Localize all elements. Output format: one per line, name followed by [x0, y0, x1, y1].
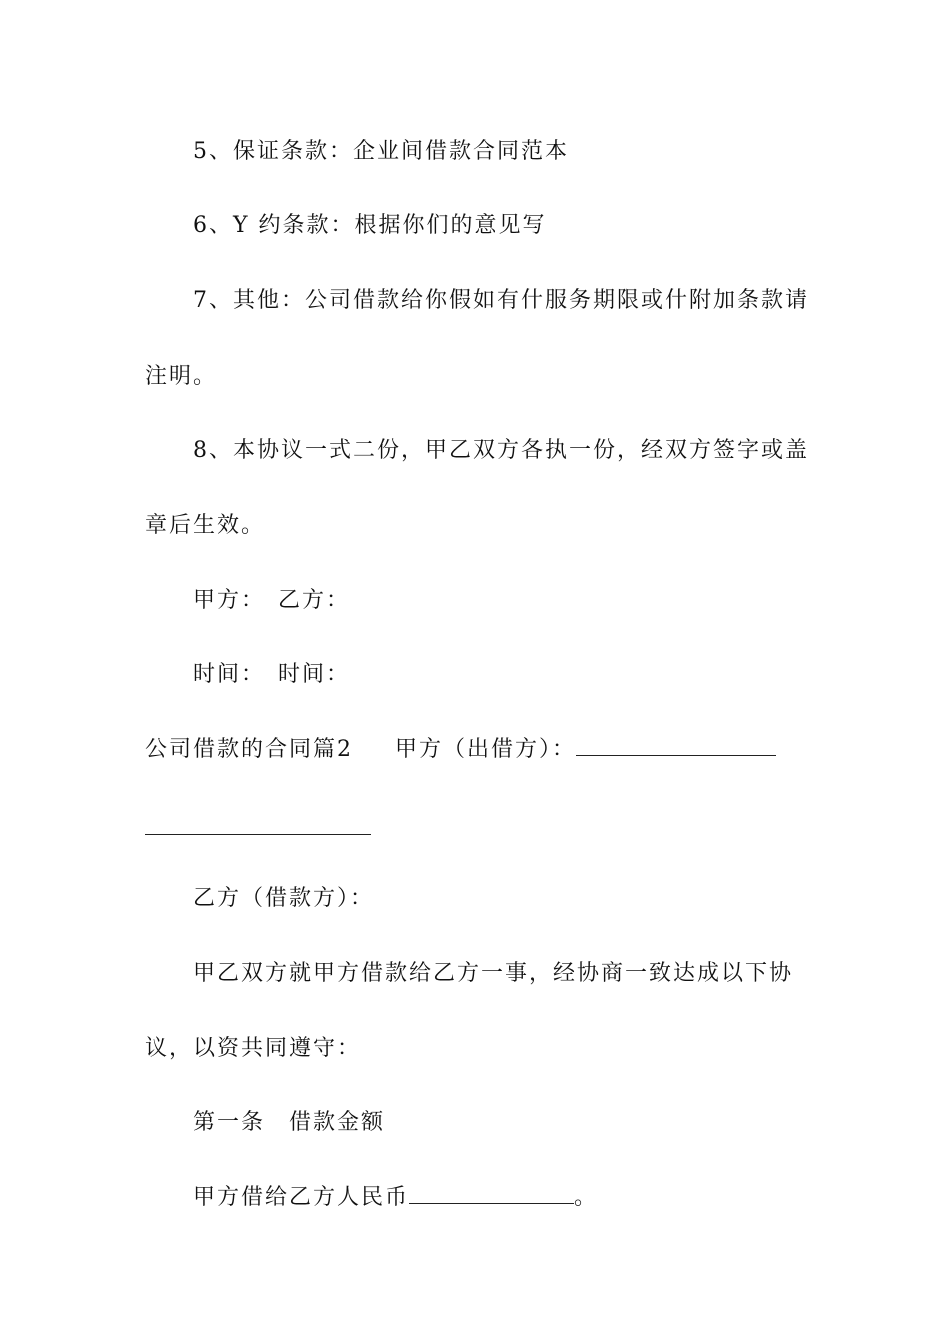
article-1-title: 第一条 借款金额	[193, 1110, 386, 1135]
intro-line2: 议，以资共同遵守：	[145, 1036, 362, 1061]
clause-6: 6、Y 约条款：根据你们的意见写	[193, 213, 547, 238]
intro-line1: 甲乙双方就甲方借款给乙方一事，经协商一致达成以下协	[193, 961, 794, 986]
clause-7-line1: 7、其他：公司借款给你假如有什服务期限或什附加条款请	[193, 288, 809, 313]
clause-8-line2: 章后生效。	[145, 513, 266, 538]
clause-5: 5、保证条款：企业间借款合同范本	[193, 139, 569, 164]
signature-time: 时间： 时间：	[193, 662, 351, 687]
section-2-heading	[145, 735, 776, 765]
amount-suffix: 。	[574, 1185, 599, 1210]
clause-7-line2: 注明。	[145, 364, 218, 389]
lender-blank-line	[576, 735, 776, 756]
section-2-title: 公司借款的合同篇2	[145, 737, 353, 762]
lender-blank-line-continued	[145, 814, 371, 835]
amount-blank-line	[409, 1183, 574, 1204]
borrower-label: 乙方（借款方）：	[193, 886, 375, 911]
signature-parties: 甲方： 乙方：	[193, 588, 351, 613]
lender-label: 甲方（出借方）：	[395, 737, 577, 762]
amount-prefix: 甲方借给乙方人民币	[193, 1185, 410, 1210]
clause-8-line1: 8、本协议一式二份，甲乙双方各执一份，经双方签字或盖	[193, 438, 809, 463]
loan-amount-line	[193, 1183, 598, 1213]
